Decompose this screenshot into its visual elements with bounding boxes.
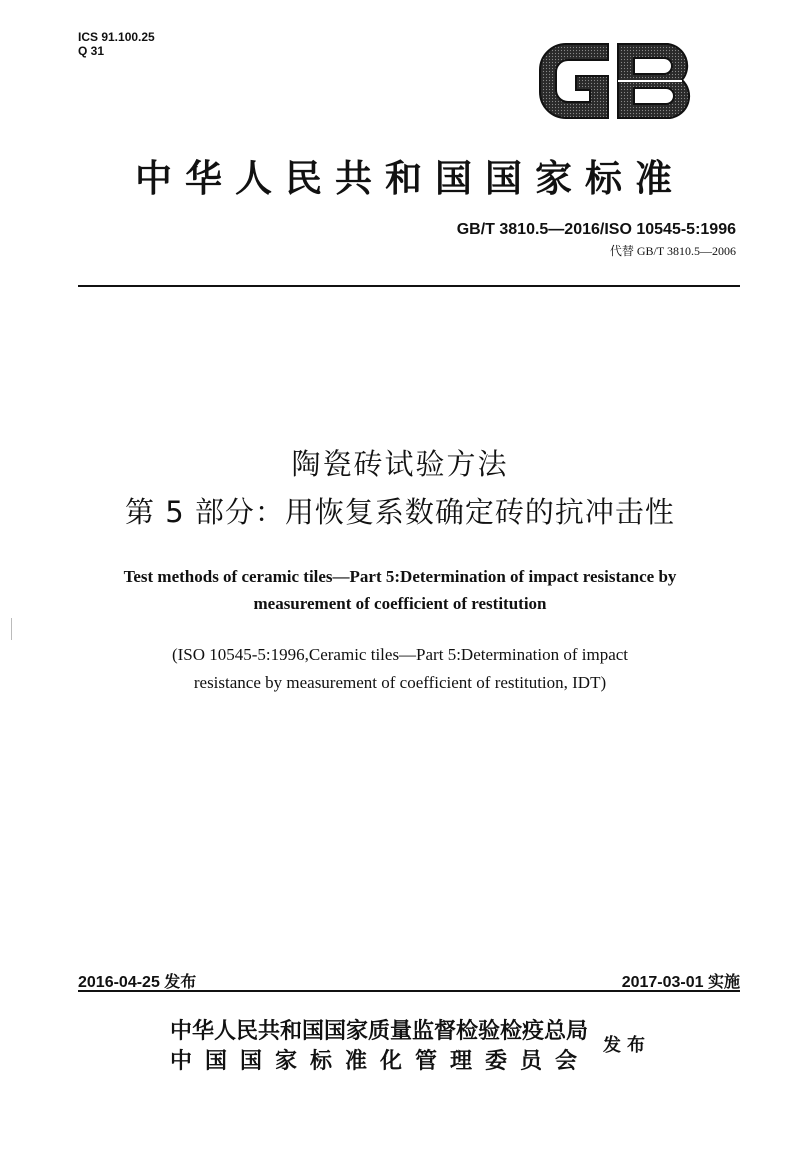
class-code: Q 31 (78, 44, 105, 58)
scan-artifact (11, 618, 12, 640)
publish-label: 发布 (603, 1035, 651, 1056)
header-divider (78, 285, 740, 287)
title-english-line: measurement of coefficient of restitution (253, 594, 547, 613)
national-standard-title: 中华人民共和国国家标准 (135, 156, 685, 200)
title-english-line: Test methods of ceramic tiles—Part 5:Determination of impact resistance by (123, 567, 677, 586)
title-english (60, 563, 740, 617)
iso-reference-line: (ISO 10545-5:1996,Ceramic tiles—Part 5:Determination of impact (171, 645, 629, 664)
implementation-date: 2017-03-01 实施 (621, 974, 740, 991)
ics-classification (78, 30, 155, 58)
title-chinese-part: 第 5 部分：用恢复系数确定砖的抗冲击性 (125, 495, 675, 529)
title-chinese-main: 陶瓷砖试验方法 (291, 447, 509, 481)
standard-number: GB/T 3810.5—2016/ISO 10545-5:1996 (456, 221, 736, 238)
ics-code: ICS 91.100.25 (78, 30, 155, 44)
footer-divider (78, 990, 740, 992)
issuer-aqsiq: 中华人民共和国国家质量监督检验检疫总局 (170, 1018, 589, 1044)
issuer-sac: 中国国家标准化管理委员会 (170, 1048, 591, 1074)
iso-reference-line: resistance by measurement of coefficient of restitution, IDT) (193, 673, 607, 692)
gb-logo-icon (536, 40, 698, 122)
iso-reference (60, 641, 740, 697)
issue-date: 2016-04-25 发布 (78, 974, 197, 991)
replaces-standard: 代替 GB/T 3810.5—2006 (609, 244, 736, 258)
